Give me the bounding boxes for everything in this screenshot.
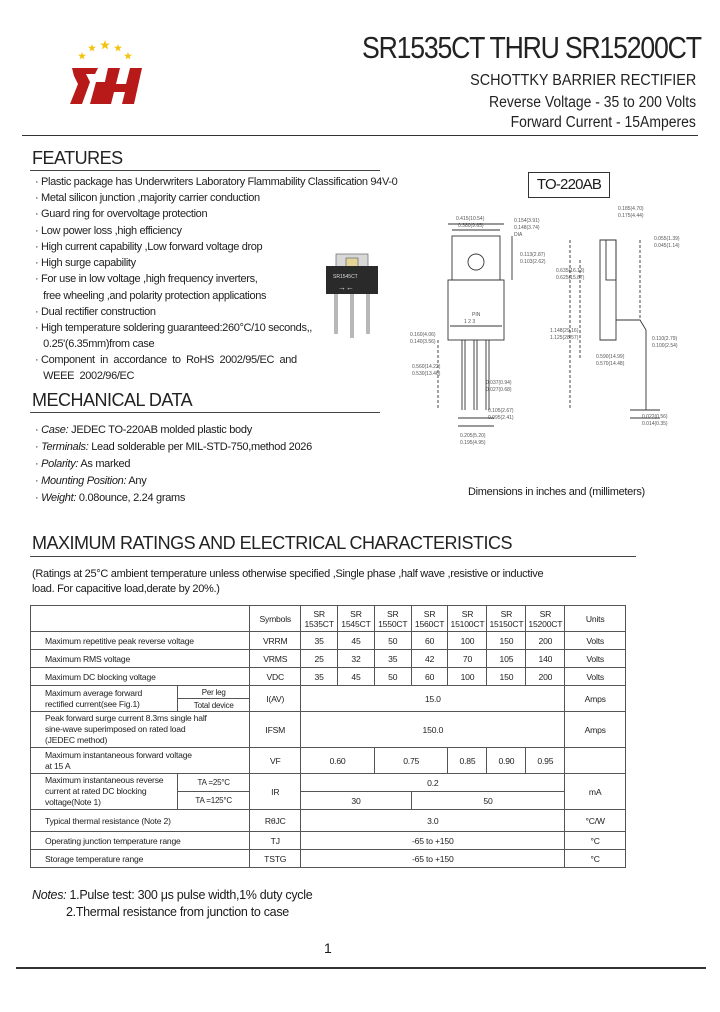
svg-text:→←: →← (338, 283, 354, 292)
svg-text:0.014(0.35): 0.014(0.35) (642, 421, 668, 427)
mechanical-item: · Polarity: As marked (35, 458, 131, 470)
ratings-intro-line2: load. For capacitive load,derate by 20%.) (32, 583, 220, 595)
svg-text:0.205(5.20): 0.205(5.20) (460, 433, 486, 439)
feature-item: 0.25'(6.35mm)from case (35, 338, 155, 350)
svg-text:0.055(1.39): 0.055(1.39) (654, 236, 680, 242)
svg-text:1.125(28.57): 1.125(28.57) (550, 335, 579, 341)
page-number: 1 (324, 940, 332, 956)
table-row-tj: Operating junction temperature range TJ -65 to +150 °C (31, 832, 626, 850)
ratings-intro-line1: (Ratings at 25°C ambient temperature unless otherwise specified ,Single phase ,half wave ,resistive or inductive (32, 568, 544, 580)
feature-item: WEEE 2002/96/EC (35, 370, 135, 382)
document-title: SR1535CT THRU SR15200CT (362, 30, 701, 65)
table-row-iav: Maximum average forward rectified current(see Fig.1) Per leg I(AV) 15.0 Amps (31, 686, 626, 699)
svg-text:0.110(2.79): 0.110(2.79) (652, 336, 678, 342)
svg-text:0.140(3.56): 0.140(3.56) (410, 339, 436, 345)
svg-text:0.415(10.54): 0.415(10.54) (456, 216, 485, 222)
company-logo (62, 38, 148, 110)
svg-text:SR1545CT: SR1545CT (333, 274, 358, 280)
mechanical-item: · Weight: 0.08ounce, 2.24 grams (35, 492, 186, 504)
ratings-table: Symbols SR 1535CT SR 1545CT SR 1550CT SR 1560CT SR 15100CT SR 15150CT SR 15200CT Units Maximum repetitive peak reverse voltage VRRM 35 45 50 60 100 150 200 Volts Maximum RMS voltage VRMS 25 32 35 42 70 105 140 Volts Maximum DC blocking voltage VDC 35 45 50 60 100 150 200 Volts Maximum average forward rectified current(see Fig.1) Per leg I(AV) 15.0 Amps Total device Peak forward surge current 8.3ms single half sine-wave superimposed on rated load (JEDEC method) IFSM 150.0 Amps Maximum instantaneous forward voltage at 15 A VF 0.60 0.75 0.85 0.90 0.95 Maximum instantaneous reverse current at rated DC blocking voltage(Note 1) TA =25°C IR 0.2 mA TA =125°C 30 50 Typical thermal resistance (Note 2) RθJC 3.0 °C/W Operating junction temperature range TJ -65 to +150 °C Storage temperature range TSTG -65 to +150 °C (30, 605, 626, 868)
mechanical-item: · Case: JEDEC TO-220AB molded plastic body (35, 424, 252, 436)
ratings-rule (30, 556, 636, 557)
svg-text:0.103(2.62): 0.103(2.62) (520, 259, 546, 265)
ratings-heading: MAXIMUM RATINGS AND ELECTRICAL CHARACTERISTICS (32, 533, 513, 553)
svg-text:0.113(2.87): 0.113(2.87) (520, 252, 546, 258)
reverse-voltage-spec: Reverse Voltage - 35 to 200 Volts (488, 94, 696, 111)
table-row-vf: Maximum instantaneous forward voltage at 15 A VF 0.60 0.75 0.85 0.90 0.95 (31, 748, 626, 774)
svg-text:0.027(0.68): 0.027(0.68) (486, 387, 512, 393)
svg-text:1.148(29.16): 1.148(29.16) (550, 328, 579, 334)
component-photo (326, 254, 378, 338)
svg-text:0.635(16.13): 0.635(16.13) (556, 268, 585, 274)
feature-item: · Component in accordance to RoHS 2002/95/EC and (35, 354, 297, 366)
table-header-row (31, 606, 626, 632)
table-row-vrms: Maximum RMS voltage VRMS 25 32 35 42 70 105 140 Volts (31, 650, 626, 668)
svg-text:0.380(9.65): 0.380(9.65) (458, 223, 484, 229)
table-row-thermal: Typical thermal resistance (Note 2) RθJC 3.0 °C/W (31, 810, 626, 832)
svg-text:PIN: PIN (472, 312, 481, 318)
mechanical-rule (30, 412, 380, 413)
table-row-tstg: Storage temperature range TSTG -65 to +150 °C (31, 850, 626, 868)
svg-text:0.105(2.67): 0.105(2.67) (488, 408, 514, 414)
header-divider (22, 135, 698, 136)
svg-text:0.570(14.48): 0.570(14.48) (596, 361, 625, 367)
feature-item: · High current capability ,Low forward voltage drop (35, 241, 263, 253)
feature-item: · Dual rectifier construction (35, 306, 156, 318)
feature-item: · High temperature soldering guaranteed:260°C/10 seconds,, (35, 322, 313, 334)
table-row-vdc: Maximum DC blocking voltage VDC 35 45 50 60 100 150 200 Volts (31, 668, 626, 686)
part-header: SR 1550CT (374, 606, 411, 632)
package-drawing (300, 200, 710, 480)
feature-item: · Metal silicon junction ,majority carrier conduction (35, 192, 260, 204)
features-rule (30, 170, 380, 171)
mechanical-item: · Mounting Position: Any (35, 475, 147, 487)
svg-text:0.195(4.95): 0.195(4.95) (460, 440, 486, 446)
header-blank-cell (31, 606, 250, 632)
dimensions-caption: Dimensions in inches and (millimeters) (468, 486, 645, 498)
feature-item: · Guard ring for overvoltage protection (35, 208, 208, 220)
part-header: SR 15150CT (487, 606, 526, 632)
part-header: SR 1560CT (411, 606, 448, 632)
mechanical-item: · Terminals: Lead solderable per MIL-STD-750,method 2026 (35, 441, 312, 453)
footer-rule (16, 967, 706, 969)
feature-item: · High surge capability (35, 257, 136, 269)
feature-item: · For use in low voltage ,high frequency inverters, (35, 273, 258, 285)
symbols-header: Symbols (250, 606, 301, 632)
mechanical-heading: MECHANICAL DATA (32, 390, 193, 410)
svg-text:0.530(13.46): 0.530(13.46) (412, 371, 441, 377)
device-type: SCHOTTKY BARRIER RECTIFIER (469, 72, 696, 89)
svg-text:0.560(14.22): 0.560(14.22) (412, 364, 441, 370)
notes-line-1: Notes: 1.Pulse test: 300 μs pulse width,1% duty cycle (32, 888, 313, 902)
svg-text:0.022(0.56): 0.022(0.56) (642, 414, 668, 420)
svg-text:0.160(4.06): 0.160(4.06) (410, 332, 436, 338)
svg-text:0.037(0.94): 0.037(0.94) (486, 380, 512, 386)
part-header: SR 15100CT (448, 606, 487, 632)
part-header: SR 1545CT (338, 606, 375, 632)
svg-text:0.185(4.70): 0.185(4.70) (618, 206, 644, 212)
svg-text:0.625(15.87): 0.625(15.87) (556, 275, 585, 281)
svg-text:0.154(3.91): 0.154(3.91) (514, 218, 540, 224)
units-header: Units (565, 606, 626, 632)
part-header: SR 1535CT (301, 606, 338, 632)
table-row-vrrm: Maximum repetitive peak reverse voltage VRRM 35 45 50 60 100 150 200 Volts (31, 632, 626, 650)
svg-text:0.590(14.99): 0.590(14.99) (596, 354, 625, 360)
forward-current-spec: Forward Current - 15Amperes (510, 114, 696, 131)
svg-text:DIA: DIA (514, 232, 523, 238)
svg-text:0.095(2.41): 0.095(2.41) (488, 415, 514, 421)
svg-text:0.100(2.54): 0.100(2.54) (652, 343, 678, 349)
svg-text:0.175(4.44): 0.175(4.44) (618, 213, 644, 219)
svg-text:0.045(1.14): 0.045(1.14) (654, 243, 680, 249)
table-row-ifsm: Peak forward surge current 8.3ms single half sine-wave superimposed on rated load (JEDEC method) IFSM 150.0 Amps (31, 712, 626, 748)
notes-line-2: 2.Thermal resistance from junction to case (66, 905, 289, 919)
svg-text:0.148(3.74): 0.148(3.74) (514, 225, 540, 231)
package-name: TO-220AB (528, 172, 610, 198)
feature-item: free wheeling ,and polarity protection applications (35, 290, 267, 302)
svg-text:1 2 3: 1 2 3 (464, 319, 476, 325)
table-row-ir: Maximum instantaneous reverse current at rated DC blocking voltage(Note 1) TA =25°C IR 0.2 mA (31, 774, 626, 792)
features-heading: FEATURES (32, 148, 123, 168)
feature-item: · Low power loss ,high efficiency (35, 225, 182, 237)
part-header: SR 15200CT (526, 606, 565, 632)
feature-item: · Plastic package has Underwriters Laboratory Flammability Classification 94V-0 (35, 176, 398, 188)
